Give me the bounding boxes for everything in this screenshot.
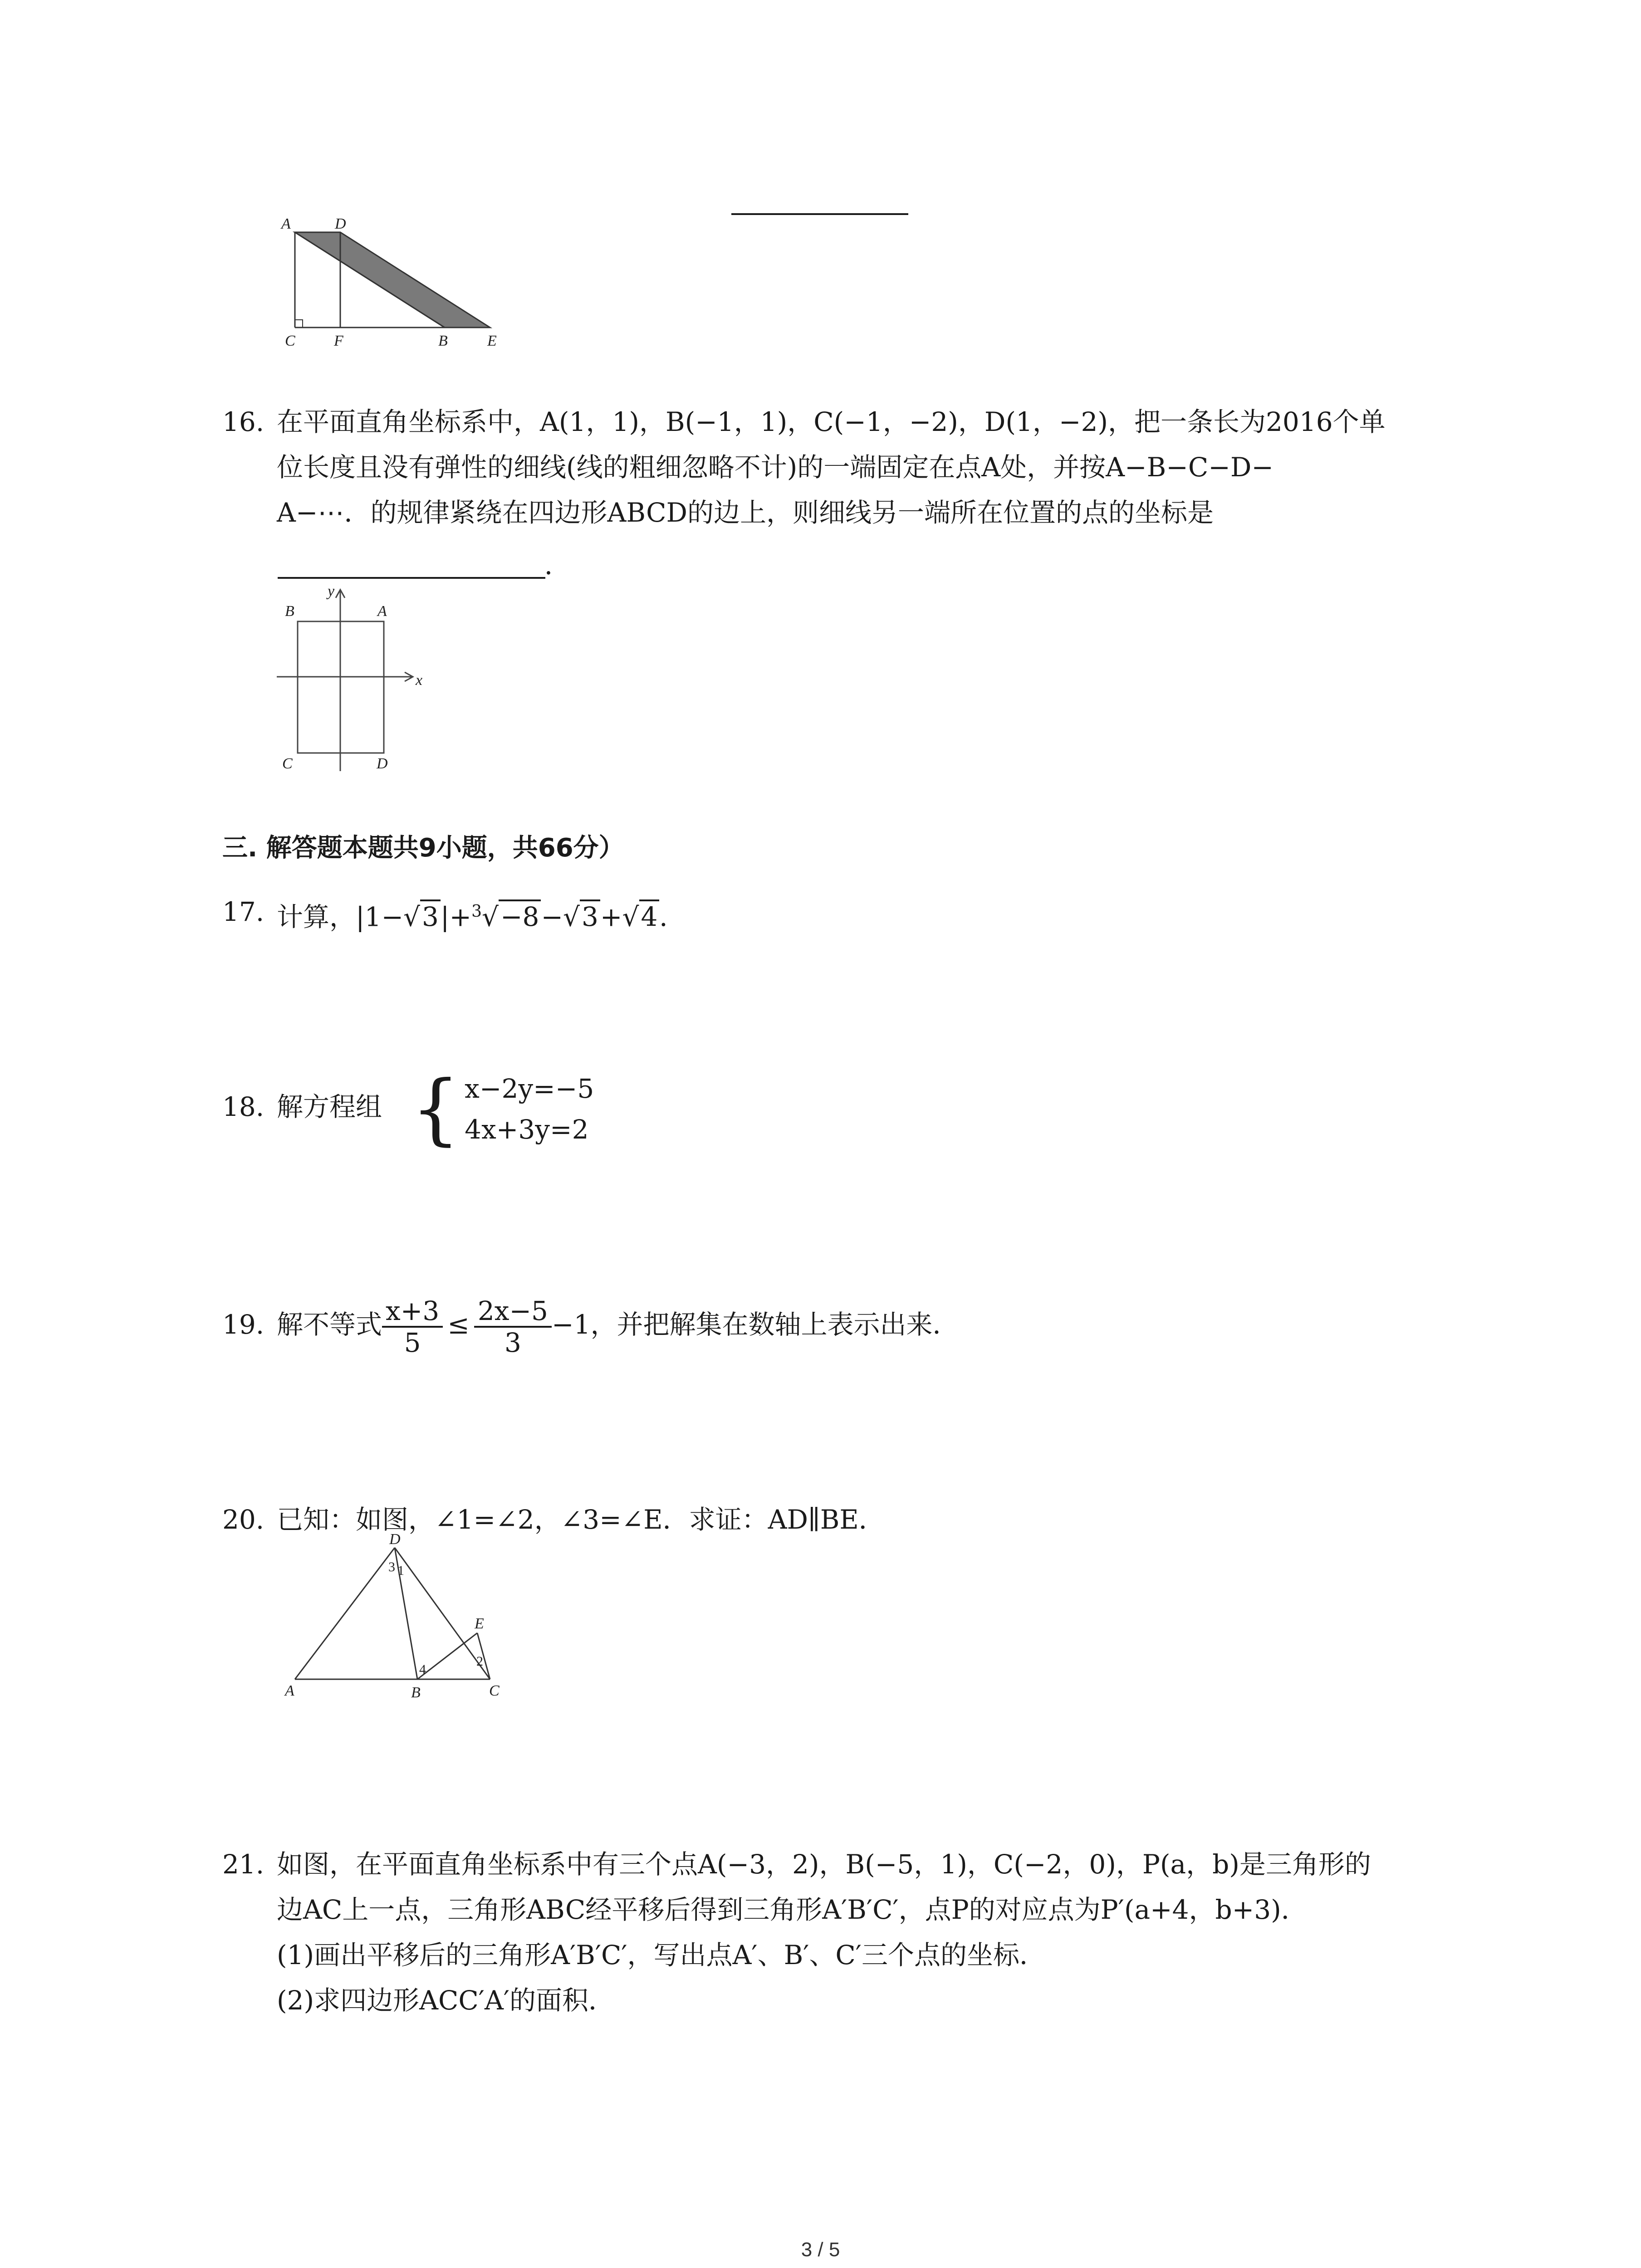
q16-label-d: D — [377, 755, 388, 772]
q15-answer-blank — [731, 213, 908, 215]
q21-number: 21. — [222, 1849, 265, 1880]
q18-brace: { — [411, 1064, 460, 1154]
q20-angle-4: 4 — [419, 1662, 426, 1677]
q17-radical-2: √ — [481, 901, 499, 933]
q15-label-e: E — [487, 332, 497, 349]
q19-fraction-1 — [382, 1296, 443, 1358]
q21-line-2: 边AC上一点，三角形ABC经平移后得到三角形A′B′C′，点P的对应点为P′(a+4，b+3)． — [277, 1894, 1308, 1925]
q18-eq-1: x−2y=−5 — [465, 1073, 594, 1104]
q17-sqrt3-b: 3 — [580, 899, 600, 932]
q17-mid-3: + — [600, 901, 622, 933]
q15-label-b: B — [438, 332, 448, 349]
q15-label-d: D — [335, 215, 346, 232]
q16-label-x: x — [416, 672, 423, 689]
q16-label-b: B — [285, 603, 294, 620]
q16-line-1: 在平面直角坐标系中，A(1，1)，B(−1，1)，C(−1，−2)，D(1，−2)，把一条长为2016个单 — [277, 406, 1386, 437]
q16-line-2: 位长度且没有弹性的细线(线的粗细忽略不计)的一端固定在点A处，并按A−B−C−D− — [277, 452, 1274, 483]
q19-frac2-bottom: 3 — [504, 1327, 521, 1358]
q17-cbrt-arg: −8 — [499, 899, 541, 932]
q16-period: ． — [544, 550, 571, 581]
q19-relation: ≤ — [447, 1309, 470, 1340]
q16-line-3: A−⋯．的规律紧绕在四边形ABCD的边上，则细线另一端所在位置的点的坐标是 — [277, 497, 1214, 528]
q16-label-y: y — [328, 583, 335, 600]
q20-number: 20. — [222, 1504, 265, 1535]
q20-angle-1: 1 — [397, 1563, 404, 1578]
q17-end: ． — [659, 901, 686, 933]
q18-text: 解方程组 — [277, 1091, 382, 1122]
q17-mid-1: |+ — [440, 901, 472, 933]
q21-line-1: 如图，在平面直角坐标系中有三个点A(−3，2)，B(−5，1)，C(−2，0)，P(a，b)是三角形的 — [277, 1849, 1371, 1880]
q19-fraction-2 — [474, 1296, 552, 1358]
q21-line-4: (2)求四边形ACC′A′的面积． — [277, 1985, 615, 2016]
q16-label-a: A — [377, 603, 387, 620]
q19-number: 19. — [222, 1309, 265, 1340]
q15-figure — [272, 209, 508, 354]
q17-radical-1: √ — [403, 901, 421, 933]
q15-label-a: A — [281, 215, 291, 232]
q18-equations — [465, 1068, 594, 1150]
q15-label-f: F — [334, 332, 343, 349]
q18-number: 18. — [222, 1091, 265, 1122]
q19-frac1-top: x+3 — [382, 1296, 443, 1328]
q19-frac1-bottom: 5 — [404, 1327, 421, 1358]
q20-angle-3: 3 — [388, 1559, 395, 1574]
q16-number: 16. — [222, 406, 265, 437]
q18-system — [411, 1064, 594, 1154]
q16-label-c: C — [282, 755, 293, 772]
q17-prefix: 计算，|1− — [277, 901, 404, 933]
q20-label-a: A — [285, 1682, 294, 1699]
q17-radical-3: √ — [563, 901, 580, 933]
q20-angle-2: 2 — [476, 1654, 483, 1669]
page-number: 3 / 5 — [801, 2239, 840, 2261]
q19-frac2-top: 2x−5 — [474, 1296, 552, 1328]
q17-sqrt3-a: 3 — [420, 899, 441, 932]
q19-tail: −1，并把解集在数轴上表示出来． — [551, 1309, 959, 1340]
q15-label-c: C — [285, 332, 295, 349]
q19-text: 解不等式 — [277, 1309, 382, 1340]
q16-figure — [272, 576, 436, 776]
q20-label-d: D — [389, 1533, 401, 1548]
q20-label-c: C — [489, 1682, 500, 1699]
q20-figure — [272, 1533, 517, 1701]
q20-text: 已知：如图，∠1=∠2，∠3=∠E．求证：AD∥BE． — [277, 1504, 885, 1535]
q21-line-3: (1)画出平移后的三角形A′B′C′，写出点A′、B′、C′三个点的坐标． — [277, 1940, 1046, 1970]
q17-mid-2: − — [541, 901, 563, 933]
q20-label-e: E — [475, 1615, 484, 1632]
q17-cube-index: 3 — [471, 902, 482, 921]
q17-radical-4: √ — [622, 901, 639, 933]
q20-label-b: B — [411, 1684, 421, 1701]
q19-expression — [277, 1286, 959, 1363]
q17-number: 17. — [222, 896, 265, 927]
section-3-heading: 三. 解答题本题共9小题，共66分） — [222, 833, 624, 863]
q17-sqrt4: 4 — [639, 899, 660, 932]
q17-expression — [277, 889, 686, 939]
q18-eq-2: 4x+3y=2 — [465, 1114, 589, 1145]
